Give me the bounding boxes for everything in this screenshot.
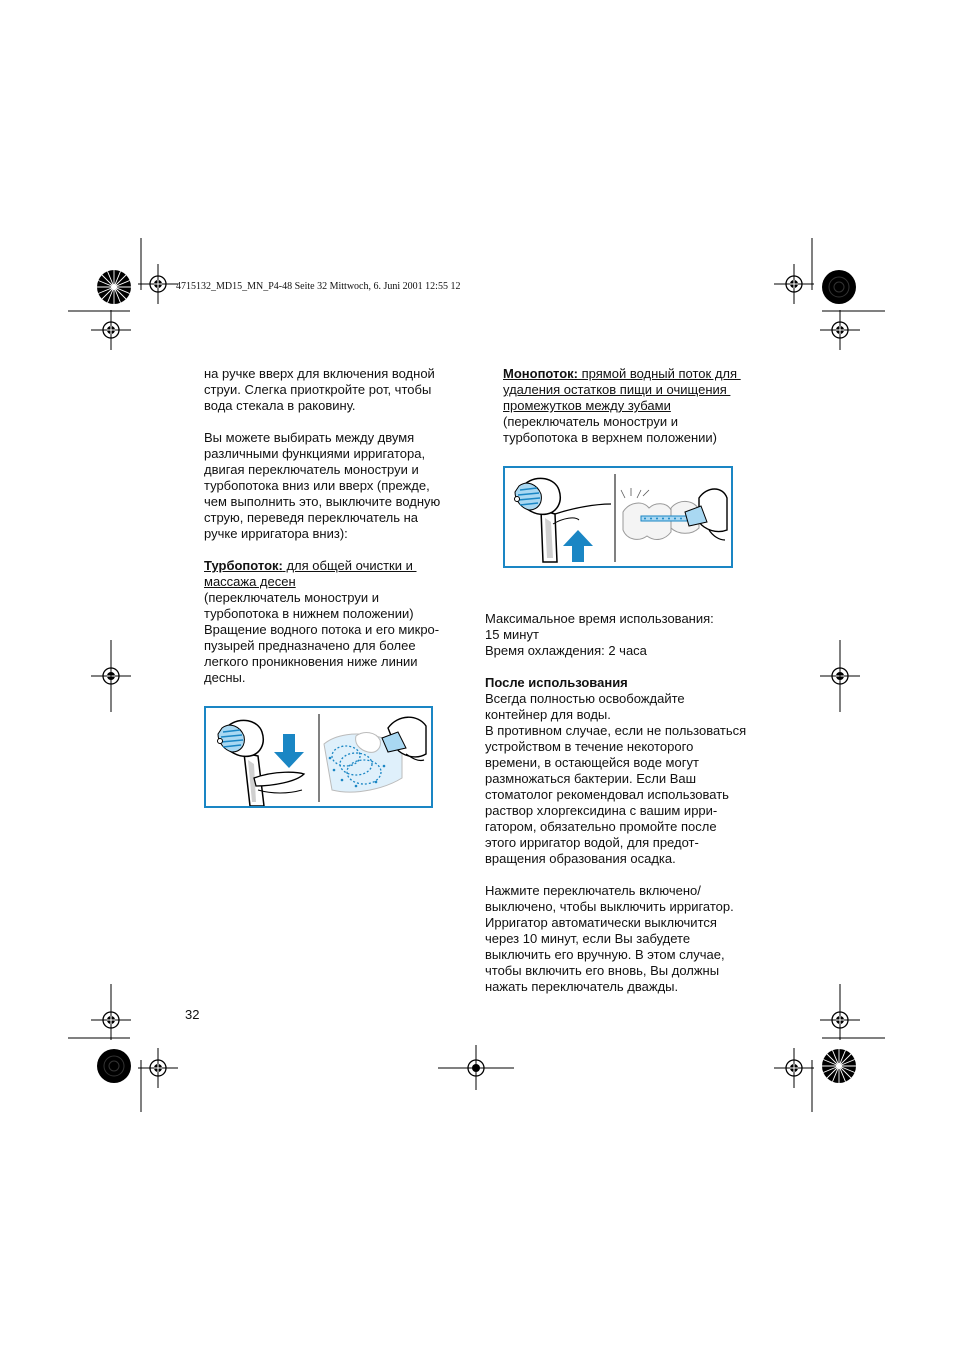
turbo-line: легкого проникновения ниже линии (204, 654, 418, 669)
mono-heading-3 (503, 398, 773, 414)
after-use-heading: После использования (485, 675, 628, 690)
turbo-line: десны. (204, 670, 246, 685)
after-line: контейнер для воды. (485, 707, 611, 722)
choice-line: двигая переключатель моноструи и (204, 462, 419, 477)
mono-desc-3: промежутков между зубами (503, 398, 671, 413)
switch-line: Ирригатор автоматически выключится (485, 915, 717, 930)
right-column (485, 611, 775, 995)
turbo-illustration (204, 706, 433, 808)
choice-line: Вы можете выбирать между двумя (204, 430, 415, 445)
switch-line: через 10 минут, если Вы забудете (485, 931, 691, 946)
turbo-line: Вращение водного потока и его микро- (204, 622, 440, 637)
after-line: этого ирригатор водой, для предот- (485, 835, 699, 850)
after-line: вращения образования осадка. (485, 851, 676, 866)
choice-line: ручке ирригатора вниз): (204, 526, 348, 541)
left-column (204, 366, 469, 686)
usage-line: 15 минут (485, 627, 539, 642)
mono-desc-1: прямой водный поток для (578, 366, 741, 381)
turbo-line: турбопотока в нижнем положении) (204, 606, 414, 621)
mono-line: турбопотока в верхнем положении) (503, 430, 718, 445)
switch-line: нажать переключатель дважды. (485, 979, 679, 994)
usage-line: Время охлаждения: 2 часа (485, 643, 647, 658)
turbo-heading-2 (204, 574, 469, 590)
after-line: устройством в течение некоторого (485, 739, 694, 754)
choice-line: струю, переведя переключатель на (204, 510, 418, 525)
mono-desc-2: удаления остатков пищи и очищения (503, 382, 731, 397)
after-line: В противном случае, если не пользоваться (485, 723, 747, 738)
switch-line: выключить его вручную. В этом случае, (485, 947, 725, 962)
turbo-desc-1: для общей очистки и (282, 558, 417, 573)
intro-line: на ручке вверх для включения водной (204, 366, 435, 381)
after-line: стоматолог рекомендовал использовать (485, 787, 729, 802)
mono-title: Монопоток: (503, 366, 579, 381)
after-line: гатором, обязательно промойте после (485, 819, 717, 834)
intro-line: струи. Слегка приоткройте рот, чтобы (204, 382, 432, 397)
mono-heading (503, 366, 773, 382)
spacer (204, 542, 469, 558)
usage-line: Максимальное время использования: (485, 611, 714, 626)
arrow-down-icon (274, 734, 304, 768)
arrow-up-icon (563, 530, 593, 562)
print-slug: 4715132_MD15_MN_P4-48 Seite 32 Mittwoch, 6. Juni 2001 12:55 12 (176, 281, 461, 292)
mono-line: (переключатель моноструи и (503, 414, 678, 429)
mono-illustration (503, 466, 733, 568)
after-line: раствор хлоргексидина с вашим ирри- (485, 803, 718, 818)
choice-line: чем выполнить это, выключите водную (204, 494, 441, 509)
after-line: Всегда полностью освобождайте (485, 691, 685, 706)
turbo-line: (переключатель моноструи и (204, 590, 379, 605)
spacer (485, 867, 775, 883)
turbo-heading (204, 558, 469, 574)
mono-heading-2 (503, 382, 773, 398)
right-column-top (503, 366, 773, 446)
choice-line: различными функциями ирригатора, (204, 446, 426, 461)
switch-line: выключено, чтобы выключить ирригатор. (485, 899, 734, 914)
turbo-desc-2: массажа десен (204, 574, 296, 589)
spacer (485, 659, 775, 675)
switch-line: Нажмите переключатель включено/ (485, 883, 701, 898)
intro-line: вода стекала в раковину. (204, 398, 356, 413)
after-line: размножаться бактерии. Если Ваш (485, 771, 697, 786)
turbo-title: Турбопоток: (204, 558, 283, 573)
spacer (204, 414, 469, 430)
switch-line: чтобы включить его вновь, Вы должны (485, 963, 720, 978)
choice-line: турбопотока вниз или вверх (прежде, (204, 478, 430, 493)
after-line: времени, в остающейся воде могут (485, 755, 699, 770)
turbo-line: пузырей предназначено для более (204, 638, 416, 653)
page-number: 32 (185, 1007, 200, 1022)
